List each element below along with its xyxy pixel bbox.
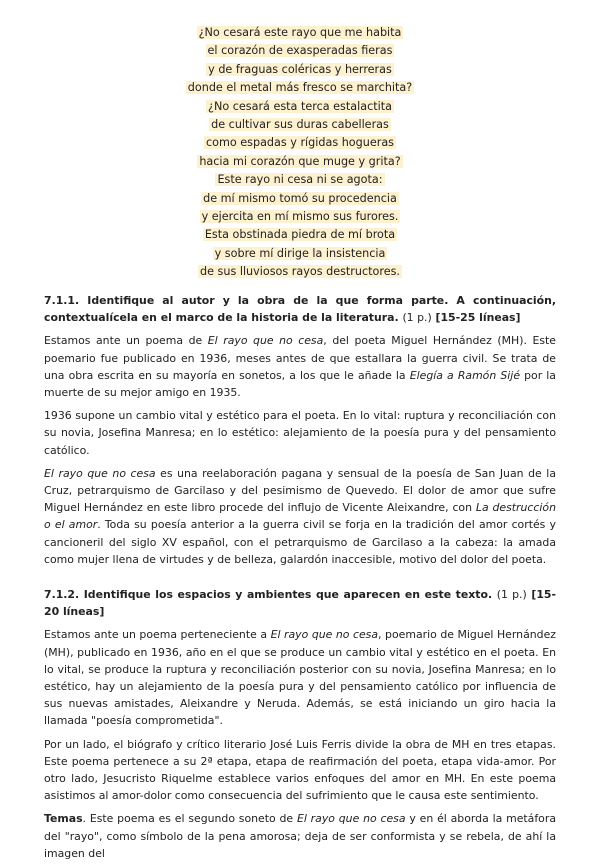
document-body — [44, 292, 556, 868]
question-number: 7.1.1. — [44, 294, 80, 307]
question-points: (1 p.) — [496, 588, 527, 602]
poem-line: hacia mi corazón que muge y grita? — [199, 154, 401, 168]
question-number: 7.1.2. — [44, 588, 80, 602]
answer-paragraph: Estamos ante un poema perteneciente a El rayo que no cesa, poemario de Miguel Hernández (MH), publicado en 1936, año en el que se produce un cambio vital y estético en el poeta. En lo vital, se produce la ruptura y reconciliación posterior con su novia, Josefina Manresa; en lo estético, hay un alejamiento de la poesía pura y del pensamiento católico por influencia de sus nuevas amistades, Aleixandre y Neruda. Además, se está iniciando un giro hacia la llamada "poesía comprometida". — [44, 628, 556, 728]
poem-line: donde el metal más fresco se marchita? — [187, 81, 413, 95]
poem-block — [0, 24, 600, 281]
answer-paragraph: Temas. Este poema es el segundo soneto de El rayo que no cesa y en él aborda la metáfora del "rayo", como símbolo de la pena amorosa; deja de ser conformista y se rebela, de ahí la imagen del — [44, 812, 556, 860]
poem-line: y de fraguas coléricas y herreras — [208, 62, 392, 76]
question-7-1-1-heading — [44, 292, 556, 326]
poem-line: Esta obstinada piedra de mí brota — [204, 228, 396, 242]
question-7-1-2-heading — [44, 586, 556, 620]
answer-paragraph: Por un lado, el biógrafo y crítico literario José Luis Ferris divide la obra de MH en tres etapas. Este poema pertenece a su 2ª etapa, etapa de reafirmación del poeta, etapa vida-amor. Por otro lado, Jesucristo Riquelme establece varios enfoques del amor en MH. En este poema asistimos al amor-dolor como consecuencia del sufrimiento que le causa este sentimiento. — [44, 737, 556, 803]
poem-line: ¿No cesará este rayo que me habita — [198, 26, 402, 39]
answer-paragraph: Estamos ante un poema de El rayo que no cesa, del poeta Miguel Hernández (MH). Este poemario fue publicado en 1936, meses antes de que estallara la guerra civil. Se trata de una obra escrita en su mayoría en sonetos, a los que le añade la Elegía a Ramón Sijé por la muerte de su mejor amigo en 1935. — [44, 334, 556, 400]
question-title: Identifique al autor y la obra de la que forma parte. A continuación, contextualícela en el marco de la historia de la literatura. — [44, 294, 557, 325]
poem-line: como espadas y rígidas hogueras — [205, 136, 395, 150]
answer-paragraph: El rayo que no cesa es una reelaboración pagana y sensual de la poesía de San Juan de la Cruz, petrarquismo de Garcilaso y del pesimismo de Quevedo. El dolor de amor que sufre Miguel Hernández en este libro procede del influjo de Vicente Aleixandre, con La destrucción o el amor. Toda su poesía anterior a la guerra civil se forja en la tradición del amor cortés y cancioneril del siglo XV español, con el petrarquismo de Garcilaso a la cabeza: la amada como mujer llena de virtudes y de belleza, galardón inaccesible, motivo del dolor del poeta. — [44, 466, 556, 566]
poem-line: y sobre mí dirige la insistencia — [214, 246, 386, 260]
question-title: Identifique los espacios y ambientes que aparecen en este texto. — [83, 588, 493, 602]
poem-line: Este rayo ni cesa ni se agota: — [217, 173, 383, 187]
poem-line: de sus lluviosos rayos destructores. — [200, 265, 400, 279]
question-length: [15-20 líneas] — [44, 588, 557, 619]
poem-line: ¿No cesará esta terca estalactita — [208, 99, 392, 113]
question-length: [15-25 líneas] — [435, 311, 521, 325]
question-points: (1 p.) — [402, 311, 432, 325]
poem-line: el corazón de exasperadas fieras — [207, 44, 393, 58]
poem-line: de mí mismo tomó su procedencia — [203, 191, 397, 205]
answer-paragraph: 1936 supone un cambio vital y estético para el poeta. En lo vital: ruptura y reconciliación con su novia, Josefina Manresa; en lo estético: alejamiento de la poesía pura y del pensamiento católico. — [44, 409, 556, 457]
poem-line: de cultivar sus duras cabelleras — [211, 117, 389, 131]
poem-line: y ejercita en mí mismo sus furores. — [201, 209, 399, 223]
